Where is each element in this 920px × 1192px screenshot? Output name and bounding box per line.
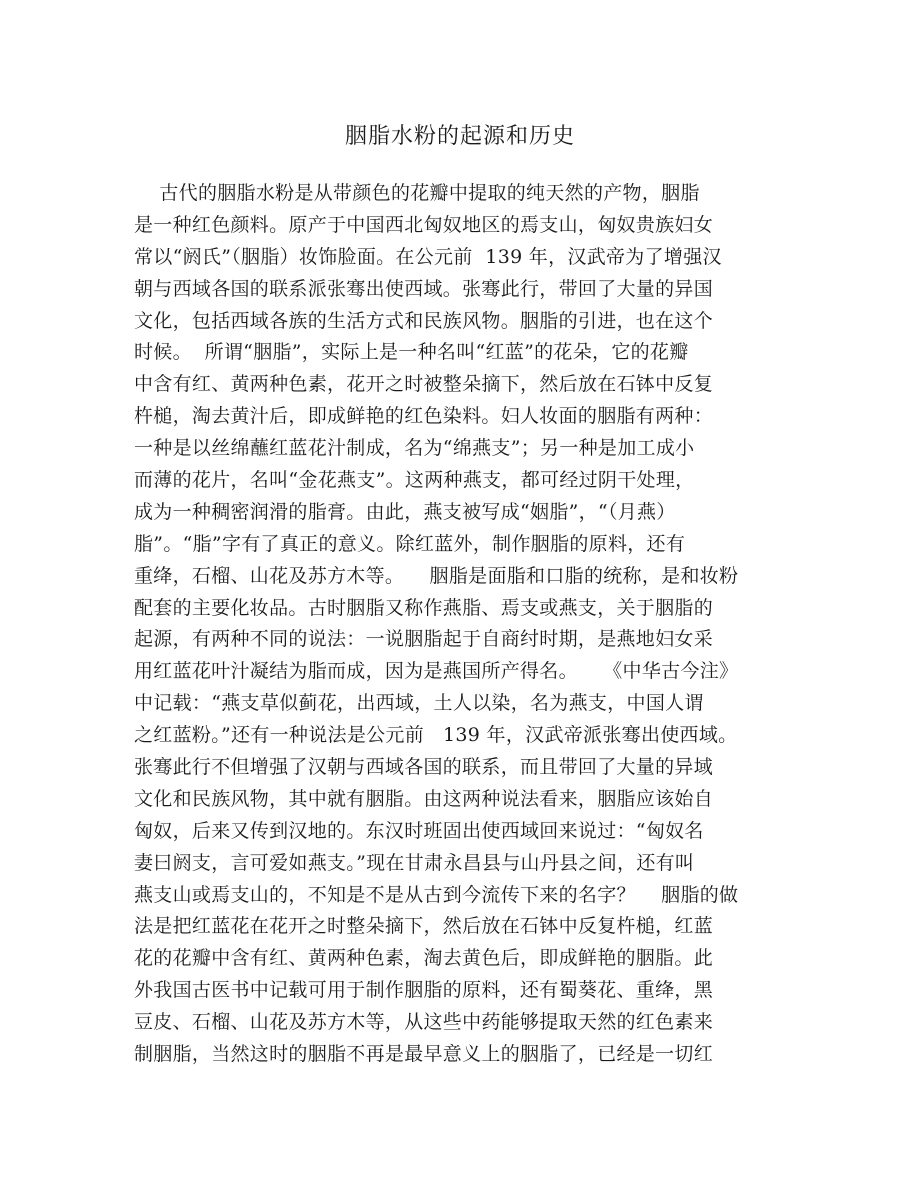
text-line: 用红蓝花叶汁凝结为脂而成，因为是燕国所产得名。 《中华古今注》 (134, 660, 739, 683)
document-body (134, 178, 794, 1071)
text-line: 法是把红蓝花在花开之时整朵摘下，然后放在石钵中反复杵槌，红蓝 (134, 915, 714, 938)
text-line: 重绛，石榴、山花及苏方木等。 胭脂是面脂和口脂的统称，是和妆粉 (134, 564, 739, 587)
text-line: 匈奴，后来又传到汉地的。东汉时班固出使西域回来说过：“匈奴名 (134, 819, 704, 842)
text-line: 是一种红色颜料。原产于中国西北匈奴地区的焉支山，匈奴贵族妇女 (134, 213, 714, 236)
text-line: 古代的胭脂水粉是从带颜色的花瓣中提取的纯天然的产物，胭脂 (134, 182, 700, 204)
text-line: 外我国古医书中记载可用于制作胭脂的原料，还有蜀葵花、重绛，黑 (134, 979, 714, 1002)
text-line: 花的花瓣中含有红、黄两种色素，淘去黄色后，即成鲜艳的胭脂。此 (134, 947, 714, 970)
text-line: 脂”。“脂”字有了真正的意义。除红蓝外，制作胭脂的原料，还有 (134, 532, 686, 555)
text-line: 而薄的花片，名叫“金花燕支”。这两种燕支，都可经过阴干处理， (134, 469, 695, 492)
text-line: 一种是以丝绵蘸红蓝花汁制成，名为“绵燕支”；另一种是加工成小 (134, 437, 695, 460)
text-line: 常以“阏氏”（胭脂）妆饰脸面。在公元前 139 年，汉武帝为了增强汉 (134, 245, 722, 268)
text-line: 成为一种稠密润滑的脂膏。由此，燕支被写成“姻脂”，“（月燕） (134, 500, 676, 523)
text-line: 杵槌，淘去黄汁后，即成鲜艳的红色染料。妇人妆面的胭脂有两种： (134, 405, 714, 428)
text-line: 时候。 所谓“胭脂”，实际上是一种名叫“红蓝”的花朵，它的花瓣 (134, 341, 689, 364)
text-line: 中记载：“燕支草似蓟花，出西域，土人以染，名为燕支，中国人谓 (134, 692, 704, 715)
text-line: 起源，有两种不同的说法：一说胭脂起于自商纣时期，是燕地妇女采 (134, 628, 714, 651)
text-line: 配套的主要化妆品。古时胭脂又称作燕脂、焉支或燕支，关于胭脂的 (134, 596, 714, 619)
text-line: 中含有红、黄两种色素，花开之时被整朵摘下，然后放在石钵中反复 (134, 373, 714, 396)
text-line: 燕支山或焉支山的，不知是不是从古到今流传下来的名字？ 胭脂的做 (134, 883, 739, 906)
text-line: 朝与西域各国的联系派张骞出使西域。张骞此行，带回了大量的异国 (134, 277, 714, 300)
document-title: 胭脂水粉的起源和历史 (344, 124, 575, 149)
text-line: 之红蓝粉。”还有一种说法是公元前 139 年，汉武帝派张骞出使西域。 (134, 724, 738, 747)
text-line: 张骞此行不但增强了汉朝与西域各国的联系，而且带回了大量的异域 (134, 756, 714, 779)
text-line: 妻曰阏支，言可爱如燕支。”现在甘肃永昌县与山丹县之间，还有叫 (134, 851, 695, 874)
text-line: 文化和民族风物，其中就有胭脂。由这两种说法看来，胭脂应该始自 (134, 787, 714, 810)
text-line: 制胭脂，当然这时的胭脂不再是最早意义上的胭脂了，已经是一切红 (134, 1043, 714, 1066)
text-line: 文化，包括西域各族的生活方式和民族风物。胭脂的引进，也在这个 (134, 309, 714, 332)
text-line: 豆皮、石榴、山花及苏方木等，从这些中药能够提取天然的红色素来 (134, 1011, 714, 1034)
